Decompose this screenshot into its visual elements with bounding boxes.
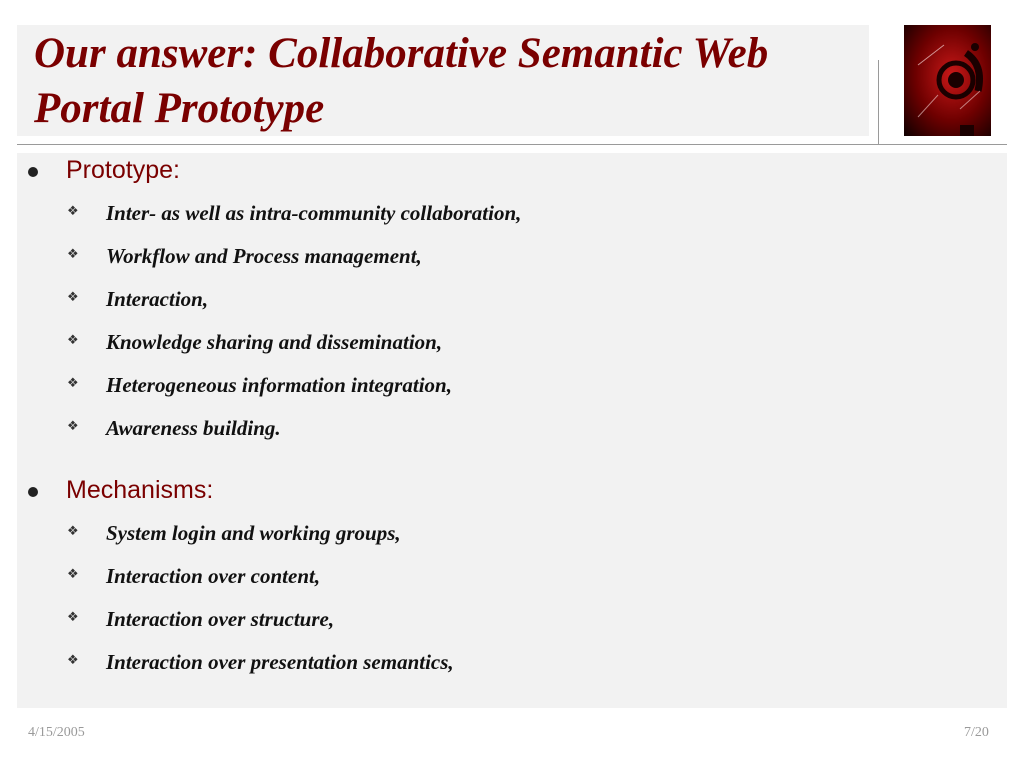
- diamond-bullet-icon: ❖: [67, 567, 79, 582]
- list-item-text: Awareness building.: [106, 416, 281, 440]
- list-item-text: Knowledge sharing and dissemination,: [106, 330, 443, 354]
- institute-logo: [904, 25, 991, 136]
- diamond-bullet-icon: ❖: [67, 610, 79, 625]
- list-item-text: Interaction over content,: [106, 564, 321, 588]
- list-item-text: Inter- as well as intra-community collaboration,: [106, 201, 522, 225]
- diamond-bullet-icon: ❖: [67, 204, 79, 219]
- bullet-dot-icon: [28, 487, 38, 497]
- section-heading-mechanisms: Mechanisms:: [66, 476, 214, 504]
- diamond-bullet-icon: ❖: [67, 290, 79, 305]
- list-item-text: System login and working groups,: [106, 521, 401, 545]
- divider-horizontal: [17, 144, 1007, 145]
- diamond-bullet-icon: ❖: [67, 524, 79, 539]
- footer-date: 4/15/2005: [28, 725, 85, 740]
- diamond-bullet-icon: ❖: [67, 653, 79, 668]
- diamond-bullet-icon: ❖: [67, 247, 79, 262]
- diamond-bullet-icon: ❖: [67, 419, 79, 434]
- slide-title: Our answer: Collaborative Semantic Web Portal Prototype: [34, 30, 769, 132]
- list-item-text: Interaction over presentation semantics,: [106, 650, 454, 674]
- page-number: 7/20: [964, 725, 989, 740]
- section-heading-prototype: Prototype:: [66, 156, 180, 184]
- list-item-text: Interaction,: [106, 287, 209, 311]
- divider-vertical: [878, 60, 879, 144]
- diamond-bullet-icon: ❖: [67, 376, 79, 391]
- diamond-bullet-icon: ❖: [67, 333, 79, 348]
- list-item-text: Interaction over structure,: [106, 607, 335, 631]
- list-item-text: Heterogeneous information integration,: [106, 373, 452, 397]
- bullet-dot-icon: [28, 167, 38, 177]
- list-item-text: Workflow and Process management,: [106, 244, 422, 268]
